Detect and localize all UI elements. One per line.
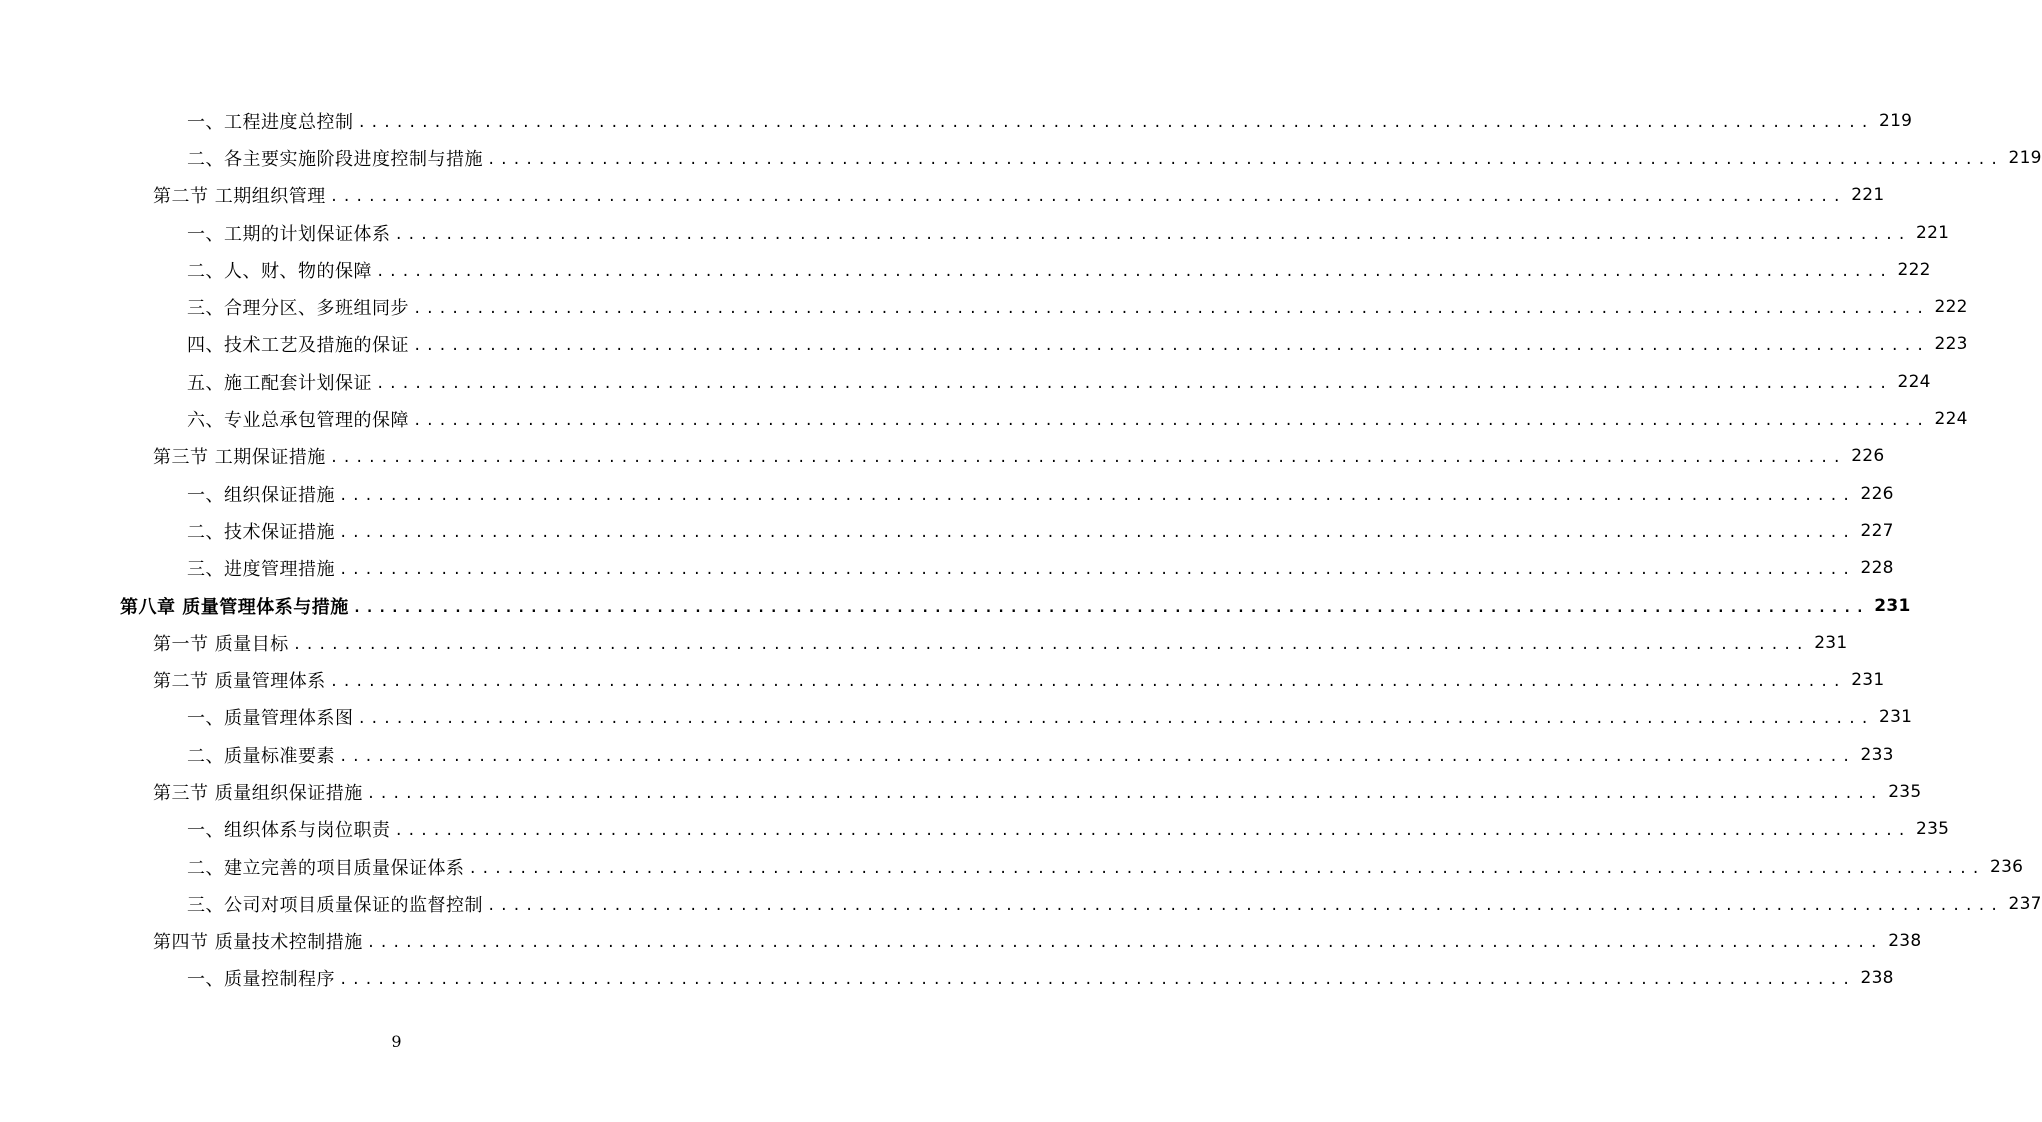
toc-entry-title: 二、质量标准要素 (187, 745, 335, 767)
toc-entry-page: 238 (1888, 931, 1922, 952)
toc-entry-page: 227 (1860, 520, 1894, 541)
toc-entry-title: 一、质量管理体系图 (187, 708, 354, 730)
toc-leader-dots: ........................................................................................................................ (339, 562, 1855, 579)
toc-entry-title: 第二节 工期组织管理 (153, 186, 326, 208)
toc-subsection-entry[interactable] (0, 885, 2042, 922)
toc-subsection-entry[interactable] (0, 848, 2024, 885)
toc-entry-title: 第三节 工期保证措施 (153, 447, 326, 469)
toc-entry-page: 237 (2008, 893, 2042, 914)
toc-subsection-entry[interactable] (0, 288, 1968, 325)
toc-entry-page: 219 (1878, 110, 1913, 131)
toc-entry-title: 二、各主要实施阶段进度控制与措施 (187, 148, 483, 170)
toc-entry-page: 222 (1897, 259, 1931, 280)
toc-leader-dots: ........................................................................................................................ (339, 972, 1855, 989)
toc-entry-title: 五、施工配套计划保证 (187, 372, 372, 394)
toc-entry-title: 二、建立完善的项目质量保证体系 (187, 857, 465, 879)
toc-subsection-entry[interactable] (0, 699, 1913, 736)
toc-entry-page: 224 (1934, 409, 1968, 430)
toc-leader-dots: ........................................................................................................................ (357, 711, 1873, 728)
toc-leader-dots: ........................................................................................................................ (394, 823, 1910, 840)
toc-leader-dots: ........................................................................................................................ (413, 338, 1929, 355)
toc-entry-title: 三、公司对项目质量保证的监督控制 (187, 894, 483, 916)
toc-entry-title: 第三节 质量组织保证措施 (153, 782, 363, 804)
toc-leader-dots: ........................................................................................................................ (413, 301, 1929, 318)
toc-leader-dots: ........................................................................................................................ (376, 375, 1892, 392)
toc-leader-dots: ........................................................................................................................ (468, 860, 1984, 877)
toc-section-entry[interactable] (0, 661, 1885, 698)
toc-leader-dots: ........................................................................................................................ (413, 413, 1929, 430)
toc-subsection-entry[interactable] (0, 251, 1931, 288)
toc-leader-dots: ........................................................................................................................ (339, 748, 1855, 765)
toc-subsection-entry[interactable] (0, 550, 1894, 587)
toc-entry-page: 226 (1851, 446, 1885, 467)
toc-entry-title: 三、合理分区、多班组同步 (187, 298, 409, 320)
toc-leader-dots: ........................................................................................................................ (394, 226, 1910, 243)
toc-entry-title: 一、质量控制程序 (187, 969, 335, 991)
toc-entry-title: 一、工期的计划保证体系 (187, 223, 391, 245)
toc-leader-dots: ........................................................................................................................ (376, 263, 1892, 280)
toc-entry-title: 一、组织保证措施 (187, 484, 335, 506)
toc-leader-dots: ........................................................................................................................ (366, 785, 1883, 802)
toc-entry-page: 238 (1860, 968, 1894, 989)
toc-subsection-entry[interactable] (0, 475, 1894, 512)
toc-entry-page: 226 (1860, 483, 1894, 504)
toc-entry-title: 第八章 质量管理体系与措施 (120, 596, 349, 618)
toc-entry-title: 第四节 质量技术控制措施 (153, 932, 363, 954)
toc-subsection-entry[interactable] (0, 214, 1950, 251)
toc-entry-page: 219 (2008, 147, 2042, 168)
toc-section-entry[interactable] (0, 923, 1922, 960)
toc-subsection-entry[interactable] (0, 326, 1968, 363)
toc-leader-dots: ........................................................................................................................ (329, 450, 1846, 467)
toc-entry-title: 第二节 质量管理体系 (153, 671, 326, 693)
toc-leader-dots: ........................................................................................................................ (292, 636, 1809, 653)
toc-entry-page: 231 (1878, 707, 1913, 728)
toc-leader-dots: ........................................................................................................................ (487, 151, 2003, 168)
toc-entry-page: 231 (1874, 595, 1911, 616)
toc-entry-page: 224 (1897, 371, 1931, 392)
toc-entry-page: 231 (1814, 632, 1848, 653)
toc-subsection-entry[interactable] (0, 512, 1894, 549)
toc-subsection-entry[interactable] (0, 811, 1950, 848)
toc-entry-page: 236 (1989, 856, 2024, 877)
toc-subsection-entry[interactable] (0, 102, 1913, 139)
toc-subsection-entry[interactable] (0, 139, 2042, 176)
toc-leader-dots: ........................................................................................................................ (329, 189, 1846, 206)
toc-section-entry[interactable] (0, 624, 1848, 661)
toc-entry-title: 四、技术工艺及措施的保证 (187, 335, 409, 357)
toc-leader-dots: ........................................................................................................................ (352, 599, 1869, 616)
toc-entry-title: 一、工程进度总控制 (187, 111, 354, 133)
toc-section-entry[interactable] (0, 438, 1885, 475)
toc-leader-dots: ........................................................................................................................ (366, 935, 1883, 952)
toc-leader-dots: ........................................................................................................................ (329, 674, 1846, 691)
page-number: 9 (391, 1032, 402, 1051)
toc-entry-page: 235 (1888, 781, 1922, 802)
toc-entry-page: 223 (1934, 334, 1968, 355)
toc-section-entry[interactable] (0, 773, 1922, 810)
toc-section-entry[interactable] (0, 177, 1885, 214)
toc-chapter-entry[interactable] (0, 587, 1911, 624)
toc-entry-title: 二、技术保证措施 (187, 521, 335, 543)
table-of-contents (0, 102, 2042, 997)
toc-entry-page: 221 (1851, 185, 1885, 206)
toc-leader-dots: ........................................................................................................................ (339, 524, 1855, 541)
toc-entry-title: 二、人、财、物的保障 (187, 260, 372, 282)
toc-leader-dots: ........................................................................................................................ (357, 114, 1873, 131)
toc-entry-title: 一、组织体系与岗位职责 (187, 820, 391, 842)
toc-subsection-entry[interactable] (0, 363, 1931, 400)
toc-leader-dots: ........................................................................................................................ (339, 487, 1855, 504)
toc-entry-title: 六、专业总承包管理的保障 (187, 410, 409, 432)
toc-subsection-entry[interactable] (0, 736, 1894, 773)
toc-entry-page: 228 (1860, 558, 1894, 579)
toc-subsection-entry[interactable] (0, 960, 1894, 997)
toc-entry-page: 221 (1915, 222, 1950, 243)
toc-entry-title: 三、进度管理措施 (187, 559, 335, 581)
toc-entry-page: 231 (1851, 670, 1885, 691)
toc-entry-page: 222 (1934, 297, 1968, 318)
toc-entry-title: 第一节 质量目标 (153, 633, 289, 655)
toc-subsection-entry[interactable] (0, 400, 1968, 437)
toc-entry-page: 235 (1915, 819, 1950, 840)
toc-entry-page: 233 (1860, 744, 1894, 765)
toc-leader-dots: ........................................................................................................................ (487, 897, 2003, 914)
